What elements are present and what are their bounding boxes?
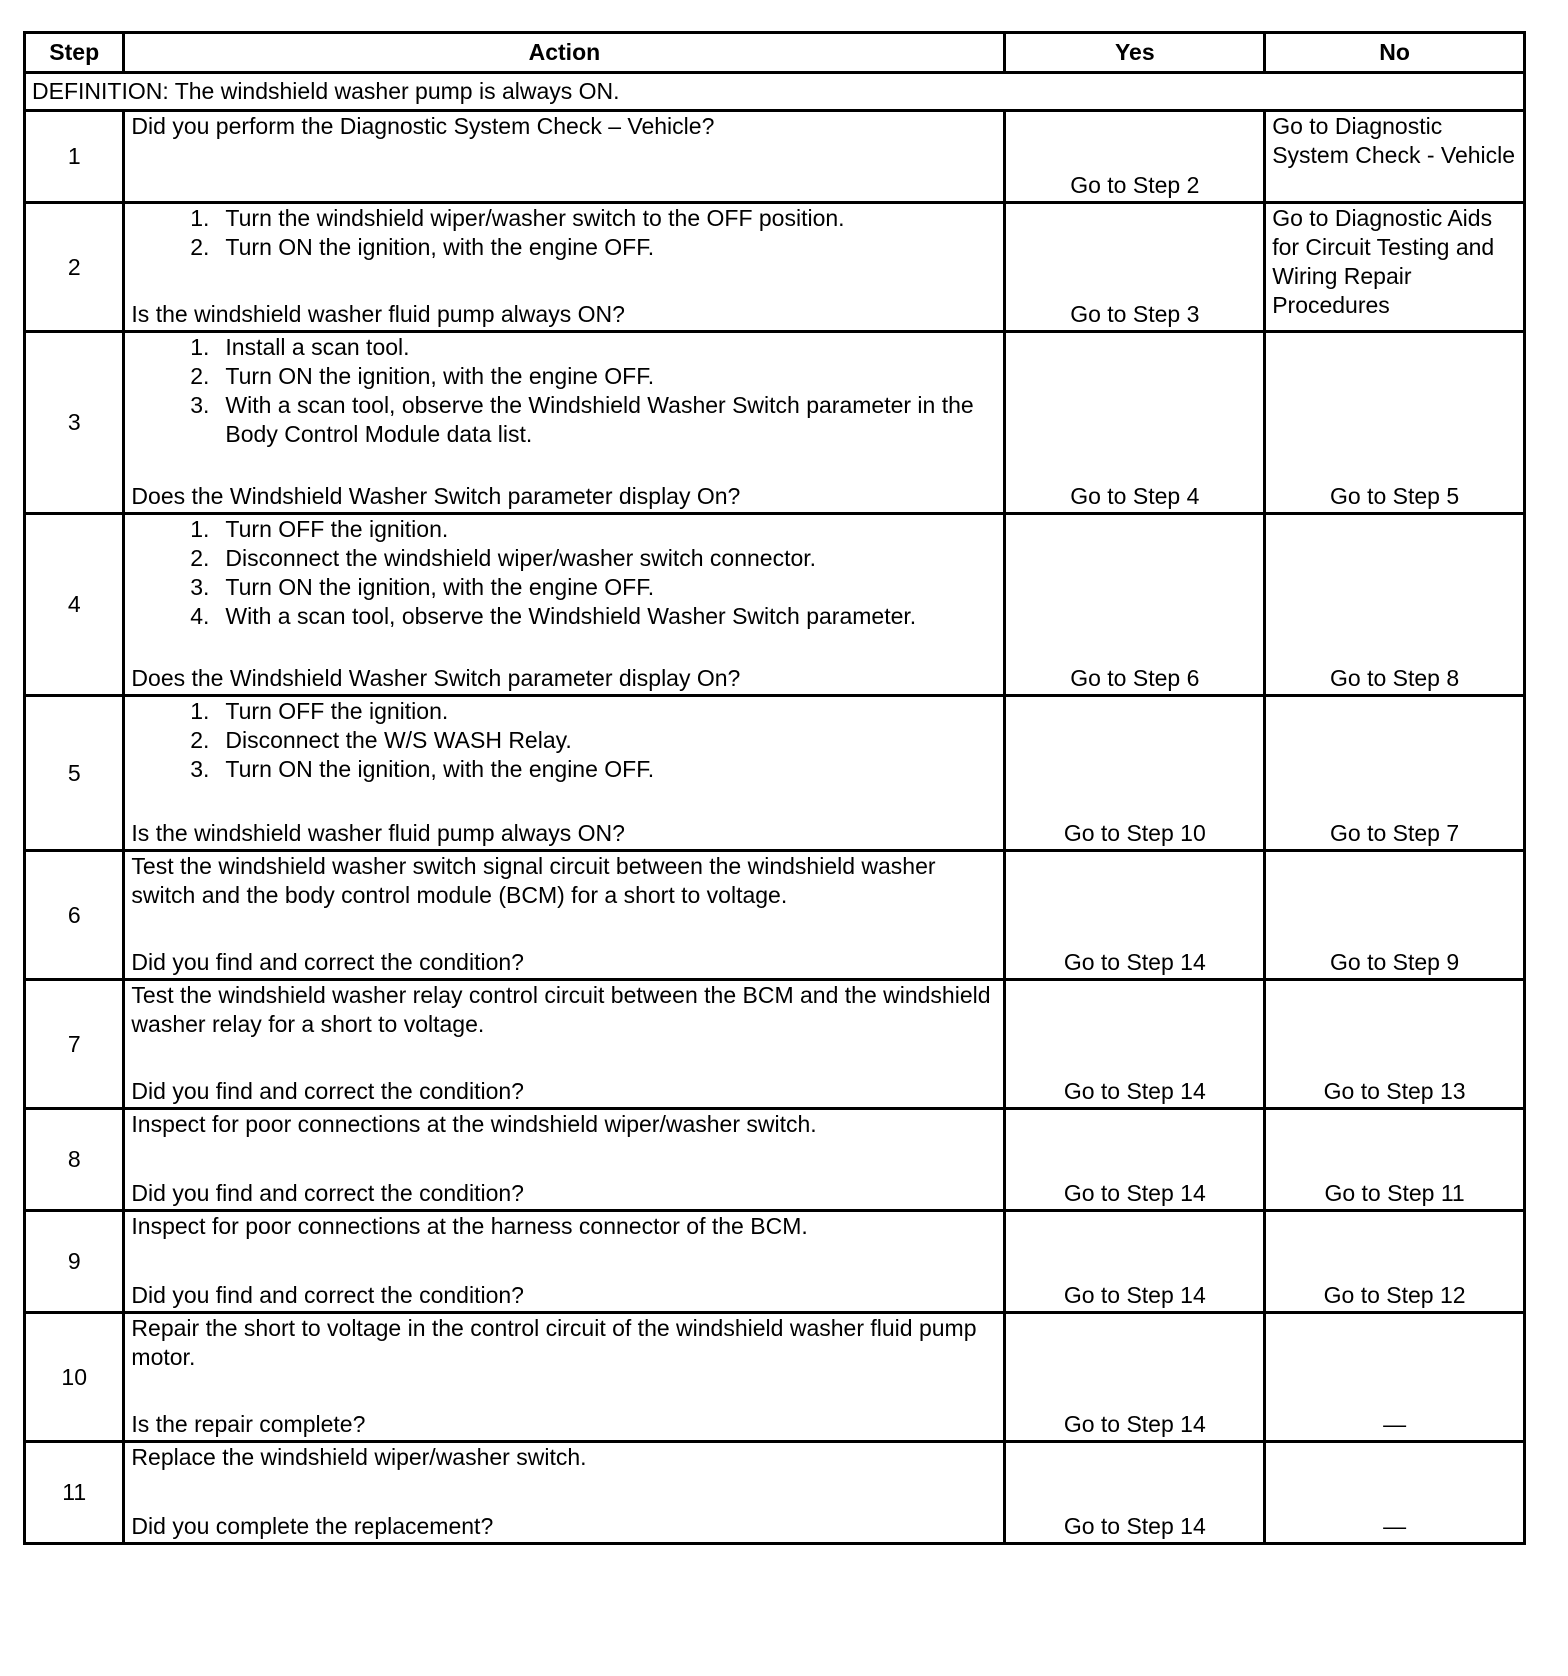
action-cell — [124, 1211, 1005, 1313]
list-item-number: 3. — [190, 392, 210, 418]
action-cell — [124, 332, 1005, 514]
table-row — [25, 203, 1525, 332]
list-item-text: Turn the windshield wiper/washer switch to the OFF position. — [225, 205, 845, 231]
yes-result: Go to Step 6 — [1005, 514, 1265, 696]
action-question: Does the Windshield Washer Switch parameter display On? — [131, 665, 741, 691]
list-item-number: 3. — [190, 756, 210, 782]
list-item-text: Install a scan tool. — [225, 334, 410, 360]
action-text: Test the windshield washer switch signal circuit between the windshield washer switch and the body control module (BCM) for a short to voltage. — [131, 853, 936, 908]
action-question: Is the windshield washer fluid pump always ON? — [131, 301, 625, 327]
action-text: Test the windshield washer relay control circuit between the BCM and the windshield washer relay for a short to voltage. — [131, 982, 991, 1037]
yes-result: Go to Step 10 — [1005, 696, 1265, 851]
list-item-number: 1. — [190, 516, 210, 542]
yes-result: Go to Step 14 — [1005, 1442, 1265, 1544]
table-row — [25, 1109, 1525, 1211]
step-number: 4 — [25, 514, 124, 696]
action-cell — [124, 1313, 1005, 1442]
step-number: 8 — [25, 1109, 124, 1211]
no-result: Go to Step 12 — [1265, 1211, 1525, 1313]
step-number: 10 — [25, 1313, 124, 1442]
no-result: Go to Diagnostic System Check - Vehicle — [1265, 111, 1525, 203]
list-item — [131, 726, 997, 755]
action-text: Repair the short to voltage in the control circuit of the windshield washer fluid pump motor. — [131, 1315, 977, 1370]
step-number: 6 — [25, 851, 124, 980]
step-number: 5 — [25, 696, 124, 851]
action-question: Does the Windshield Washer Switch parameter display On? — [131, 483, 741, 509]
no-result: Go to Step 7 — [1265, 696, 1525, 851]
header-action: Action — [124, 33, 1005, 73]
list-item-text: Turn ON the ignition, with the engine OFF. — [225, 756, 655, 782]
definition-text: DEFINITION: The windshield washer pump is always ON. — [25, 73, 1525, 111]
list-item-number: 2. — [190, 545, 210, 571]
no-result: — — [1265, 1313, 1525, 1442]
list-item-text: Turn ON the ignition, with the engine OFF. — [225, 574, 655, 600]
action-cell — [124, 203, 1005, 332]
no-result: Go to Step 5 — [1265, 332, 1525, 514]
list-item-number: 2. — [190, 234, 210, 260]
table-row — [25, 696, 1525, 851]
list-item — [131, 697, 997, 726]
header-no: No — [1265, 33, 1525, 73]
action-cell — [124, 111, 1005, 203]
list-item-number: 3. — [190, 574, 210, 600]
list-item-text: Disconnect the W/S WASH Relay. — [225, 727, 572, 753]
action-cell — [124, 1109, 1005, 1211]
action-question: Is the windshield washer fluid pump always ON? — [131, 820, 625, 846]
yes-result: Go to Step 3 — [1005, 203, 1265, 332]
action-question: Did you complete the replacement? — [131, 1513, 494, 1539]
list-item-number: 1. — [190, 205, 210, 231]
action-cell — [124, 514, 1005, 696]
step-number: 1 — [25, 111, 124, 203]
list-item — [131, 755, 997, 784]
no-result: Go to Step 9 — [1265, 851, 1525, 980]
table-row — [25, 332, 1525, 514]
no-result: Go to Step 11 — [1265, 1109, 1525, 1211]
list-item-text: Turn OFF the ignition. — [225, 516, 449, 542]
action-question: Did you find and correct the condition? — [131, 949, 524, 975]
action-question: Did you find and correct the condition? — [131, 1282, 524, 1308]
table-row — [25, 980, 1525, 1109]
step-number: 9 — [25, 1211, 124, 1313]
action-steps-list — [131, 515, 997, 631]
yes-result: Go to Step 2 — [1005, 111, 1265, 203]
action-question: Is the repair complete? — [131, 1411, 366, 1437]
action-text: Replace the windshield wiper/washer switch. — [131, 1444, 587, 1470]
action-question: Did you find and correct the condition? — [131, 1078, 524, 1104]
table-row — [25, 851, 1525, 980]
no-result: Go to Step 8 — [1265, 514, 1525, 696]
list-item-text: Disconnect the windshield wiper/washer switch connector. — [225, 545, 817, 571]
list-item-number: 2. — [190, 363, 210, 389]
table-row — [25, 1442, 1525, 1544]
table-row — [25, 1211, 1525, 1313]
no-result: Go to Step 13 — [1265, 980, 1525, 1109]
diagnostic-table — [23, 31, 1526, 1545]
action-steps-list — [131, 333, 997, 449]
table-row — [25, 1313, 1525, 1442]
yes-result: Go to Step 4 — [1005, 332, 1265, 514]
list-item-number: 4. — [190, 603, 210, 629]
yes-result: Go to Step 14 — [1005, 1109, 1265, 1211]
action-steps-list — [131, 204, 997, 262]
list-item — [131, 544, 997, 573]
yes-result: Go to Step 14 — [1005, 1313, 1265, 1442]
action-cell — [124, 1442, 1005, 1544]
list-item — [131, 362, 997, 391]
step-number: 11 — [25, 1442, 124, 1544]
list-item — [131, 333, 997, 362]
list-item-number: 1. — [190, 334, 210, 360]
list-item — [131, 391, 997, 449]
list-item-text: Turn ON the ignition, with the engine OFF. — [225, 363, 655, 389]
table-row — [25, 514, 1525, 696]
list-item-text: With a scan tool, observe the Windshield Washer Switch parameter in the Body Control Module data list. — [225, 392, 974, 447]
header-row — [25, 33, 1525, 73]
action-cell — [124, 696, 1005, 851]
list-item-text: Turn ON the ignition, with the engine OFF. — [225, 234, 655, 260]
list-item-number: 1. — [190, 698, 210, 724]
list-item-text: Turn OFF the ignition. — [225, 698, 449, 724]
action-cell — [124, 851, 1005, 980]
action-question: Did you find and correct the condition? — [131, 1180, 524, 1206]
list-item — [131, 573, 997, 602]
list-item — [131, 204, 997, 233]
table-row — [25, 111, 1525, 203]
header-step: Step — [25, 33, 124, 73]
list-item — [131, 515, 997, 544]
definition-row — [25, 73, 1525, 111]
yes-result: Go to Step 14 — [1005, 980, 1265, 1109]
list-item — [131, 233, 997, 262]
yes-result: Go to Step 14 — [1005, 851, 1265, 980]
list-item-number: 2. — [190, 727, 210, 753]
step-number: 2 — [25, 203, 124, 332]
action-text: Inspect for poor connections at the windshield wiper/washer switch. — [131, 1111, 817, 1137]
action-text: Inspect for poor connections at the harness connector of the BCM. — [131, 1213, 808, 1239]
action-cell — [124, 980, 1005, 1109]
action-text: Did you perform the Diagnostic System Check – Vehicle? — [131, 113, 715, 139]
yes-result: Go to Step 14 — [1005, 1211, 1265, 1313]
header-yes: Yes — [1005, 33, 1265, 73]
list-item-text: With a scan tool, observe the Windshield Washer Switch parameter. — [225, 603, 917, 629]
list-item — [131, 602, 997, 631]
action-steps-list — [131, 697, 997, 784]
step-number: 7 — [25, 980, 124, 1109]
no-result: — — [1265, 1442, 1525, 1544]
no-result: Go to Diagnostic Aids for Circuit Testing and Wiring Repair Procedures — [1265, 203, 1525, 332]
step-number: 3 — [25, 332, 124, 514]
